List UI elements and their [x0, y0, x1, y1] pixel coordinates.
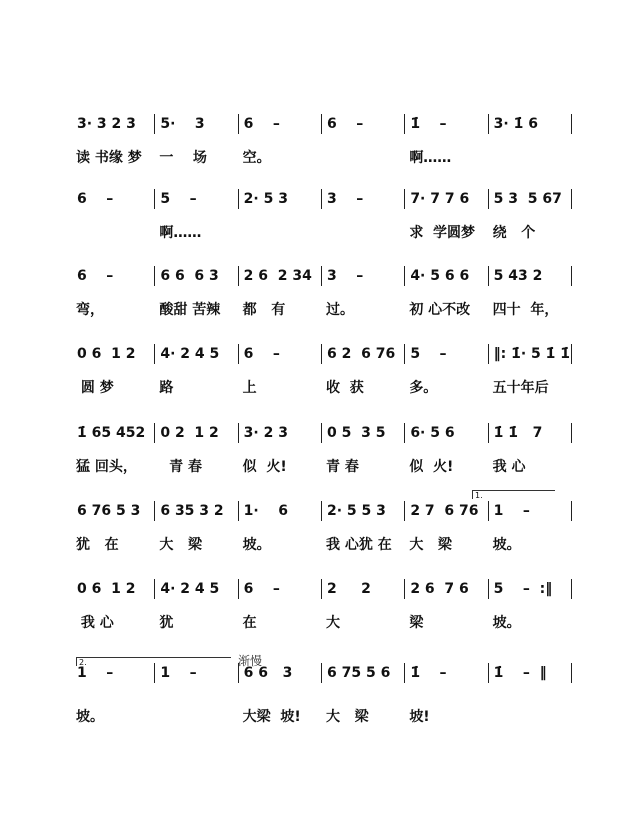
measure: 6 –: [321, 114, 404, 134]
lyric: 绕 个: [492, 225, 536, 241]
measure: 0 2 1 2: [154, 423, 237, 443]
lyric: [322, 147, 405, 167]
measure: 5 –: [154, 189, 237, 209]
lyrics-line: [72, 299, 572, 319]
lyric: 坡。: [492, 537, 521, 553]
notes-line: [72, 265, 572, 287]
measure: 1 –: [488, 501, 572, 521]
notes-line: [72, 113, 572, 135]
lyrics-line: [72, 377, 572, 397]
lyric: [239, 222, 322, 242]
lyrics-line: [72, 534, 572, 554]
lyric: 坡!: [409, 709, 430, 725]
lyric: 啊……: [409, 150, 452, 166]
lyric: [72, 222, 155, 242]
lyric: 大 梁: [159, 537, 202, 553]
lyric: 上: [242, 380, 257, 396]
lyric: 啊……: [159, 225, 202, 241]
lyric: 梁: [409, 615, 424, 631]
lyric: [322, 222, 405, 242]
measure: 6 76 5 3: [77, 503, 141, 519]
lyric: 都 有: [242, 302, 286, 318]
measure: 1̇ – ‖: [488, 663, 572, 683]
measure: 6 –: [238, 344, 321, 364]
lyric: 青 春: [325, 459, 359, 475]
lyric: 大 梁: [409, 537, 452, 553]
measure: 1̇ 65 452: [77, 425, 146, 441]
lyric: 我 心: [76, 615, 114, 631]
lyric: 读 书缘 梦: [76, 150, 142, 166]
lyric: 路: [159, 380, 174, 396]
lyrics-line: [72, 706, 572, 726]
music-system: [72, 422, 572, 476]
lyric: 收 获: [325, 380, 364, 396]
measure: 2 6 7 6: [404, 579, 487, 599]
lyric: 似 火!: [409, 459, 454, 475]
measure: 2 2: [321, 579, 404, 599]
measure: 6 75 5 6: [321, 663, 404, 683]
measure: 2· 5 5 3: [321, 501, 404, 521]
lyric: 过。: [325, 302, 354, 318]
measure: 7· 7 7 6: [404, 189, 487, 209]
notes-line: [72, 578, 572, 600]
measure: 4· 5 6 6: [404, 266, 487, 286]
lyric: 在: [242, 615, 257, 631]
lyric: 猛 回头，: [76, 459, 137, 475]
music-system: [72, 343, 572, 397]
measure: 2· 5 3: [238, 189, 321, 209]
lyric: [489, 147, 572, 167]
lyric: 大 梁: [325, 709, 369, 725]
measure: 2 6 2 34: [238, 266, 321, 286]
lyric: 圆 梦: [76, 380, 114, 396]
measure: 3 –: [321, 189, 404, 209]
measure: 3· 1̇ 6: [488, 114, 572, 134]
notes-line: [72, 343, 572, 365]
measure: 5 3 5 67: [488, 189, 572, 209]
measure: 6· 5 6: [404, 423, 487, 443]
measure: 6 –: [238, 114, 321, 134]
lyrics-line: [72, 147, 572, 167]
notes-line: [72, 422, 572, 444]
volta-1: 1.: [472, 490, 555, 499]
notes-line: [72, 500, 572, 522]
lyric: 犹: [159, 615, 174, 631]
lyric: 坡。: [76, 709, 104, 725]
measure: 0 5 3 5: [321, 423, 404, 443]
measure: 1 –: [77, 665, 114, 681]
measure: 1· 6: [238, 501, 321, 521]
measure: 4· 2 4 5: [154, 579, 237, 599]
lyric: 初 心不改: [409, 302, 471, 318]
lyric: 一 场: [159, 150, 207, 166]
lyric: 五十年后: [492, 380, 549, 396]
measure: 6 35 3 2: [154, 501, 237, 521]
lyric: 犹 在: [76, 537, 119, 553]
measure: ‖: 1̇· 5 1̇ 1̇: [488, 344, 572, 364]
lyric: 大梁 坡!: [242, 709, 301, 725]
lyric: 坡。: [242, 537, 271, 553]
measure: 3· 3 2 3: [77, 116, 136, 132]
measure: 2 7 6 76: [404, 501, 487, 521]
tempo-mark-ritardando: 渐慢: [238, 654, 263, 668]
lyric: 似 火!: [242, 459, 287, 475]
music-system: [72, 265, 572, 319]
lyric: 大: [325, 615, 340, 631]
measure: 3 –: [321, 266, 404, 286]
measure: 5· 3: [154, 114, 237, 134]
lyric: 青 春: [159, 459, 202, 475]
lyric: 我 心犹 在: [325, 537, 392, 553]
measure: 3· 2 3: [238, 423, 321, 443]
lyrics-line: [72, 222, 572, 242]
measure: 1̇ 1̇ 7: [488, 423, 572, 443]
measure: 1̇ –: [404, 663, 487, 683]
measure: 1 –: [154, 663, 237, 683]
measure: 4· 2 4 5: [154, 344, 237, 364]
lyric: 坡。: [492, 615, 521, 631]
measure: 0 6 1 2: [77, 346, 136, 362]
measure: 6 –: [77, 268, 114, 284]
music-system: [72, 188, 572, 242]
lyric: 空。: [242, 150, 271, 166]
music-system: [72, 113, 572, 167]
lyric: 我 心: [492, 459, 526, 475]
music-system: [72, 500, 572, 554]
measure: 6 –: [77, 191, 114, 207]
lyric: 酸甜 苦辣: [159, 302, 221, 318]
measure: 5 –: [404, 344, 487, 364]
lyric: 求 学圆梦: [409, 225, 476, 241]
notes-line: [72, 188, 572, 210]
lyric: 四十 年，: [492, 302, 559, 318]
lyric: 弯，: [76, 302, 104, 318]
measure: 6 6 6 3: [154, 266, 237, 286]
lyric: [489, 706, 572, 726]
measure: 6 2 6 76: [321, 344, 404, 364]
music-system: [72, 662, 572, 726]
measure: 1̇ –: [404, 114, 487, 134]
lyrics-line: [72, 456, 572, 476]
volta-2: 2.: [76, 657, 231, 666]
measure: 5 43 2: [488, 266, 572, 286]
lyric: 多。: [409, 380, 438, 396]
measure: 6 6 3: [238, 663, 321, 683]
music-system: [72, 578, 572, 632]
measure: 6 –: [238, 579, 321, 599]
measure: 5 – :‖: [488, 579, 572, 599]
lyric: [155, 706, 238, 726]
lyrics-line: [72, 612, 572, 632]
measure: 0 6 1 2: [77, 581, 136, 597]
